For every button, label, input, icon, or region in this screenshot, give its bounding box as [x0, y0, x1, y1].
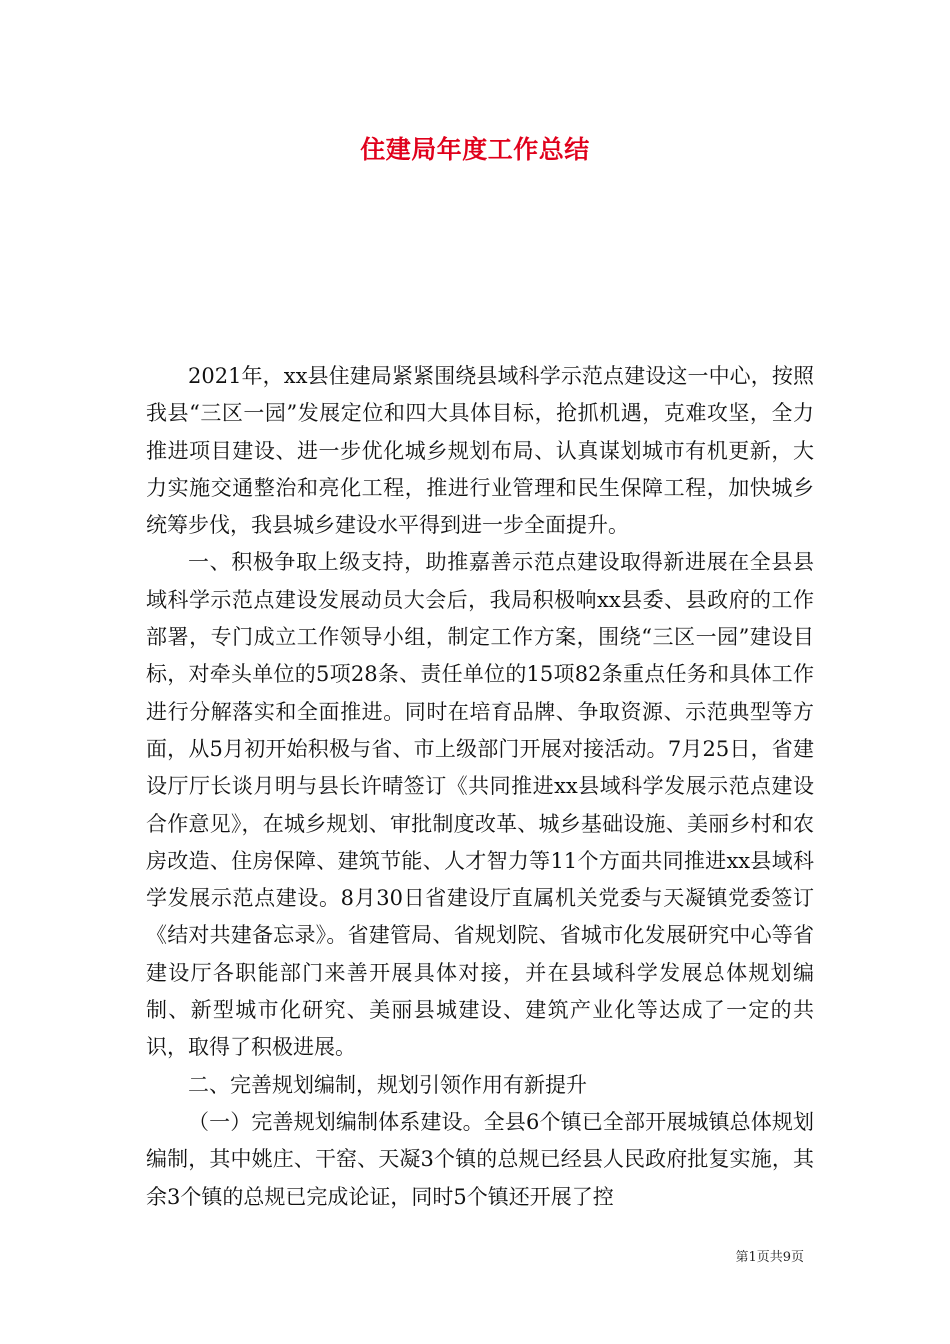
page-number: 第1页共9页: [735, 1250, 804, 1265]
document-body: [146, 358, 814, 1216]
paragraph-section-two-heading: 二、完善规划编制，规划引领作用有新提升: [188, 1072, 587, 1097]
paragraph-intro: 2021年，xx县住建局紧紧围绕县域科学示范点建设这一中心，按照我县“三区一园”发展定位和四大具体目标，抢抓机遇，克难攻坚，全力推进项目建设、进一步优化城乡规划布局、认真谋划城市有机更新，大力实施交通整治和亮化工程，推进行业管理和民生保障工程，加快城乡统筹步伐，我县城乡建设水平得到进一步全面提升。: [146, 364, 814, 538]
paragraph-subsection-one: （一）完善规划编制体系建设。全县6个镇已全部开展城镇总体规划编制，其中姚庄、干窑、天凝3个镇的总规已经县人民政府批复实施，其余3个镇的总规已完成论证，同时5个镇还开展了控: [146, 1109, 814, 1209]
paragraph-section-one: 一、积极争取上级支持，助推嘉善示范点建设取得新进展在全县县域科学示范点建设发展动员大会后，我局积极响xx县委、县政府的工作部署，专门成立工作领导小组，制定工作方案，围绕“三区一园”建设目标，对牵头单位的5项28条、责任单位的15项82条重点任务和具体工作进行分解落实和全面推进。同时在培育品牌、争取资源、示范典型等方面，从5月初开始积极与省、市上级部门开展对接活动。7月25日，省建设厅厅长谈月明与县长许晴签订《共同推进xx县域科学发展示范点建设合作意见》，在城乡规划、审批制度改革、城乡基础设施、美丽乡村和农房改造、住房保障、建筑节能、人才智力等11个方面共同推进xx县域科学发展示范点建设。8月30日省建设厅直属机关党委与天凝镇党委签订《结对共建备忘录》。省建管局、省规划院、省城市化发展研究中心等省建设厅各职能部门来善开展具体对接，并在县域科学发展总体规划编制、新型城市化研究、美丽县城建设、建筑产业化等达成了一定的共识，取得了积极进展。: [146, 550, 814, 1060]
document-title: 住建局年度工作总结: [360, 135, 590, 164]
